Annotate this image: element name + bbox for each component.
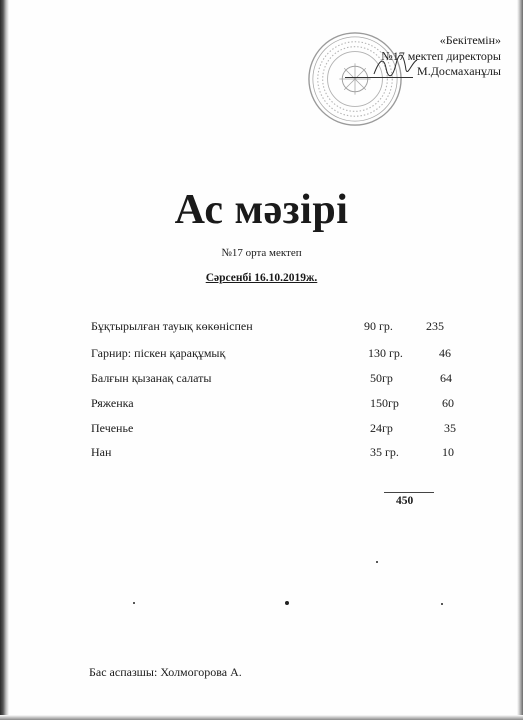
- scan-edge-left: [0, 0, 9, 720]
- menu-item-kcal: 235: [426, 319, 444, 333]
- page-title: Ас мәзірі: [174, 187, 349, 233]
- menu-item-kcal: 10: [442, 445, 454, 459]
- scan-speck: [285, 601, 289, 605]
- scan-speck: [441, 603, 443, 605]
- approval-label: «Бекітемін»: [439, 33, 501, 47]
- menu-item-weight: 50гр: [370, 371, 393, 385]
- scan-edge-bottom: [0, 715, 523, 720]
- director-name: М.Досмаханұлы: [417, 64, 501, 78]
- menu-item: [91, 371, 491, 387]
- menu-item-weight: 150гр: [370, 396, 399, 410]
- menu-item: [91, 346, 491, 362]
- menu-item-name: Печенье: [91, 421, 134, 435]
- menu-item-kcal: 46: [439, 346, 451, 360]
- menu-item-weight: 130 гр.: [368, 346, 403, 360]
- scan-edge-right: [517, 0, 523, 720]
- menu-item-weight: 35 гр.: [370, 445, 399, 459]
- menu-item-name: Гарнир: піскен қарақұмық: [91, 346, 226, 360]
- menu-item-weight: 24гр: [370, 421, 393, 435]
- scan-speck: [376, 561, 378, 563]
- total-underline: [384, 492, 434, 493]
- menu-date: Сәрсенбі 16.10.2019ж.: [205, 272, 318, 284]
- menu-item-kcal: 64: [440, 371, 452, 385]
- menu-item-name: Ряженка: [91, 396, 134, 410]
- menu-item-name: Балғын қызанақ салаты: [91, 371, 212, 385]
- menu-item: [91, 421, 491, 437]
- scan-speck: [133, 602, 135, 604]
- menu-item: [91, 396, 491, 412]
- head-cook: Бас аспазшы: Холмогорова А.: [89, 665, 242, 679]
- menu-item-kcal: 60: [442, 396, 454, 410]
- menu-item: [91, 319, 491, 335]
- school-name: №17 орта мектеп: [221, 247, 302, 259]
- menu-total: 450: [396, 495, 414, 507]
- menu-item: [91, 445, 491, 461]
- menu-item-weight: 90 гр.: [364, 319, 393, 333]
- menu-item-name: Бұқтырылған тауық көкөніспен: [91, 319, 253, 333]
- director-position: №17 мектеп директоры: [381, 48, 501, 63]
- menu-item-name: Нан: [91, 445, 112, 459]
- signature-scribble: [370, 52, 420, 82]
- menu-item-kcal: 35: [444, 421, 456, 435]
